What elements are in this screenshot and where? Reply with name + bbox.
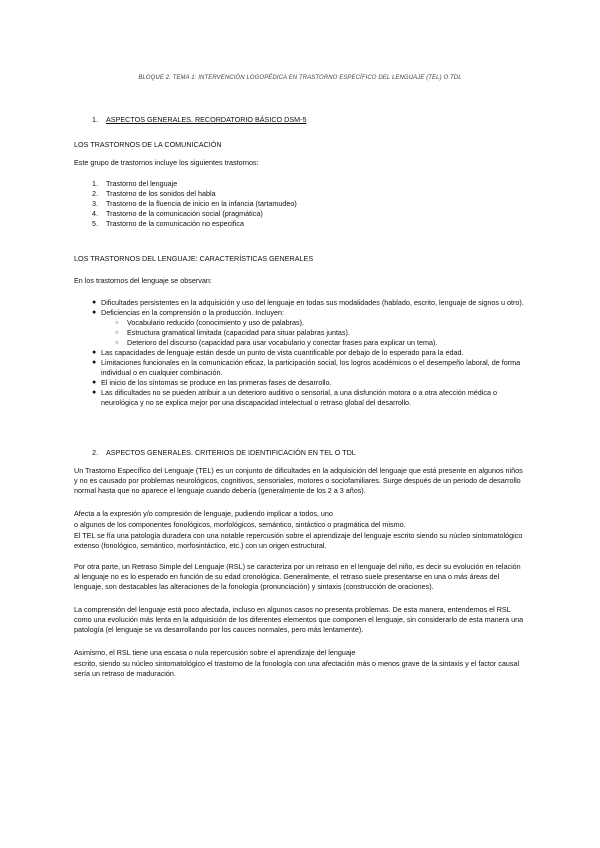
list-item: 3. Trastorno de la fluencia de inicio en la infancia (tartamudeo) [92,199,297,208]
lang-characteristics-list [74,298,526,408]
bullet-icon: ● [92,359,97,366]
lang-intro: En los trastornos del lenguaje se observan: [74,276,212,285]
circle-bullet-icon: ○ [115,340,119,346]
paragraph-rsl-comprehension: La comprensión del lenguaje está poco afectada, incluso en algunos casos no presenta problemas. De esta manera, entendemos el RSL como una evolución más lenta en la adquisición de los diferentes elementos que componen el lenguaje, sin considerarlo de esta manera una patología (el lenguaje se va desarrollando por los cauces normales, pero más lentamente). [74,605,524,634]
comm-intro: Este grupo de trastornos incluye los siguientes trastornos: [74,158,259,167]
lang-sublist [101,318,526,348]
comm-title: LOS TRASTORNOS DE LA COMUNICACIÓN [74,140,222,149]
comm-disorder-list [74,179,526,229]
list-item: ● Deficiencias en la comprensión o la producción. Incluyen: ○ Vocabulario reducido (conocimiento y uso de palabras). ○ Estructura gramatical limitada (capacidad para situar palabras juntas). ○ Deterioro del discurso (capacidad para usar vocabulario y conectar frases para explicar un tema). [74,308,526,348]
section-1-title: ASPECTOS GENERALES. RECORDATORIO BÁSICO DSM-5 [106,115,307,124]
bullet-icon: ● [92,299,97,306]
lang-title: LOS TRASTORNOS DEL LENGUAJE: CARACTERÍSTICAS GENERALES [74,254,314,263]
paragraph-tel-components: o algunos de los componentes fonológicos, morfológicos, semántico, sintáctico o pragmática del mismo. [74,520,406,529]
list-item: ○ Vocabulario reducido (conocimiento y uso de palabras). [101,318,526,328]
circle-bullet-icon: ○ [115,330,119,336]
bullet-icon: ● [92,379,97,386]
paragraph-tel-definition: Un Trastorno Específico del Lenguaje (TEL) es un conjunto de dificultades en la adquisición del lenguaje que está presente en algunos niños y no es causado por problemas neurológicos, cognitivos, sensoriales, motores o sociofamiliares. Surge después de un periodo de desarrollo normal hasta que no aparece el lenguaje cuando debería (generalmente de los 2 a 3 años). [74,466,523,495]
list-item: ○ Deterioro del discurso (capacidad para usar vocabulario y conectar frases para explicar un tema). [101,338,526,348]
list-item: 4. Trastorno de la comunicación social (pragmática) [92,209,263,218]
list-item: ● Dificultades persistentes en la adquisición y uso del lenguaje en todas sus modalidades (hablado, escrito, lenguaje de signos u otro). [74,298,526,308]
section-2-title: ASPECTOS GENERALES. CRITERIOS DE IDENTIFICACIÓN EN TEL O TDL [106,448,356,457]
paragraph-rsl-repercussion: Asimismo, el RSL tiene una escasa o nula repercusión sobre el aprendizaje del lenguaje [74,648,356,657]
section-1-number: 1. [92,115,98,124]
list-item: ● Limitaciones funcionales en la comunicación eficaz, la participación social, los logros académicos o el desempeño laboral, de forma individual o en cualquier combinación. [74,358,526,378]
section-2-number: 2. [92,448,98,457]
paragraph-rsl-definition: Por otra parte, un Retraso Simple del Lenguaje (RSL) se caracteriza por un retraso en el lenguaje del niño, es decir su evolución en relación al lenguaje no es lo esperado en función de su edad cronológica. Generalmente, el retraso suele presentarse en una o más áreas del lenguaje, son destacables las alteraciones de la fonología (pronunciación) y sintaxis (construcción de oraciones). [74,562,521,591]
list-item: ● Las capacidades de lenguaje están desde un punto de vista cuantificable por debajo de lo esperado para la edad. [74,348,526,358]
bullet-icon: ● [92,349,97,356]
paragraph-rsl-nucleus: escrito, siendo su núcleo sintomatológico el trastorno de la fonología con una afectación más o menos grave de la sintaxis y el factor causal sería un retraso de maduración. [74,659,520,678]
section-2-heading [74,448,526,458]
list-item: ● Las dificultades no se pueden atribuir a un deterioro auditivo o sensorial, a una disfunción motora o a otra afección médica o neurológica y no se explica mejor por una discapacidad intelectual o retraso global del desarrollo. [74,388,526,408]
page-header: BLOQUE 2. TEMA 1: INTERVENCIÓN LOGOPÉDICA EN TRASTORNO ESPECÍFICO DEL LENGUAJE (TEL) O TDL [138,75,462,81]
bullet-icon: ● [92,389,97,396]
section-1-heading [74,115,526,125]
paragraph-tel-affects: Afecta a la expresión y/o compresión de lenguaje, pudiendo implicar a todos, uno [74,509,333,518]
list-item: 5. Trastorno de la comunicación no especifica [92,219,244,228]
list-item: 1. Trastorno del lenguaje [92,179,178,188]
list-item: 2. Trastorno de los sonidos del habla [92,189,216,198]
list-item: ● El inicio de los síntomas se produce en las primeras fases de desarrollo. [74,378,526,388]
list-item: ○ Estructura gramatical limitada (capacidad para situar palabras juntas). [101,328,526,338]
bullet-icon: ● [92,309,97,316]
paragraph-tel-pathology: El TEL se fía una patología duradera con una notable repercusión sobre el aprendizaje del lenguaje escrito siendo su núcleo sintomatológico extenso (fonológico, semántico, morfosintáctico, etc.) con un origen estructural. [74,531,523,550]
circle-bullet-icon: ○ [115,320,119,326]
